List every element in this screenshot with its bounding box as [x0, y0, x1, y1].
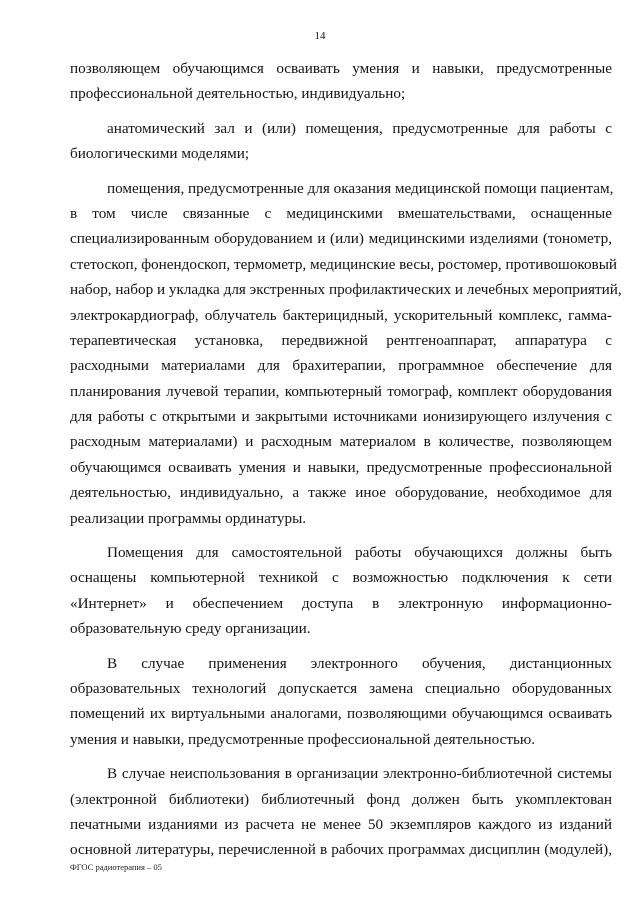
text-line: стетоскоп, фонендоскоп, термометр, медицинские весы, ростомер, противошоковый [70, 255, 618, 273]
page-footer: ФГОС радиотерапия – 05 [70, 862, 162, 872]
text-line: обучающимся осваивать умения и навыки, предусмотренные профессиональной [70, 458, 612, 476]
text-line: оснащены компьютерной техникой с возможностью подключения к сети [70, 569, 612, 587]
text-line: печатными изданиями из расчета не менее 50 экземпляров каждого из изданий [70, 815, 612, 833]
text-line: Помещения для самостоятельной работы обучающихся должны быть [107, 544, 612, 562]
page-number: 14 [314, 30, 326, 42]
text-line: «Интернет» и обеспечением доступа в электронную информационно- [70, 594, 612, 612]
paragraph [70, 761, 612, 863]
text-line: деятельностью, индивидуально, а также иное оборудование, необходимое для [70, 484, 612, 502]
paragraph [70, 540, 612, 642]
text-line: терапевтическая установка, передвижной рентгеноаппарат, аппаратура с [70, 331, 612, 349]
paragraph [70, 116, 612, 167]
text-line: образовательных технологий допускается замена специально оборудованных [70, 679, 612, 697]
text-line: помещений их виртуальными аналогами, позволяющими обучающимся осваивать [70, 705, 612, 723]
text-line: основной литературы, перечисленной в рабочих программах дисциплин (модулей), [70, 841, 612, 859]
text-line: электрокардиограф, облучатель бактерицидный, ускорительный комплекс, гамма- [70, 306, 612, 324]
text-line: В случае применения электронного обучения, дистанционных [107, 654, 612, 672]
text-line: планирования лучевой терапии, компьютерный томограф, комплект оборудования [70, 382, 612, 400]
text-line: позволяющем обучающимся осваивать умения и навыки, предусмотренные [70, 60, 612, 77]
text-line: специализированным оборудованием и (или) медицинскими изделиями (тонометр, [70, 230, 612, 248]
text-line: анатомический зал и (или) помещения, предусмотренные для работы с [107, 119, 612, 137]
text-line: умения и навыки, предусмотренные профессиональной деятельностью. [70, 730, 536, 748]
text-line: расходными материалами для брахитерапии, программное обеспечение для [70, 357, 612, 375]
text-line: расходным материалами) и расходным материалом в количестве, позволяющем [70, 433, 612, 451]
text-line: для работы с открытыми и закрытыми источниками ионизирующего излучения с [70, 408, 612, 426]
paragraph [70, 176, 622, 531]
text-line: в том числе связанные с медицинскими вмешательствами, оснащенные [70, 204, 612, 222]
document-body [70, 56, 622, 863]
text-line: набор, набор и укладка для экстренных профилактических и лечебных мероприятий, [70, 281, 622, 299]
text-line: реализации программы ординатуры. [70, 509, 307, 527]
text-line: помещения, предусмотренные для оказания медицинской помощи пациентам, [107, 179, 614, 197]
text-line: биологическими моделями; [70, 145, 250, 163]
paragraph [70, 56, 612, 107]
text-line: В случае неиспользования в организации электронно-библиотечной системы [107, 765, 612, 783]
text-line: образовательную среду организации. [70, 620, 311, 638]
text-line: профессиональной деятельностью, индивидуально; [70, 85, 406, 103]
text-line: (электронной библиотеки) библиотечный фонд должен быть укомплектован [70, 790, 612, 808]
paragraph [70, 651, 612, 753]
